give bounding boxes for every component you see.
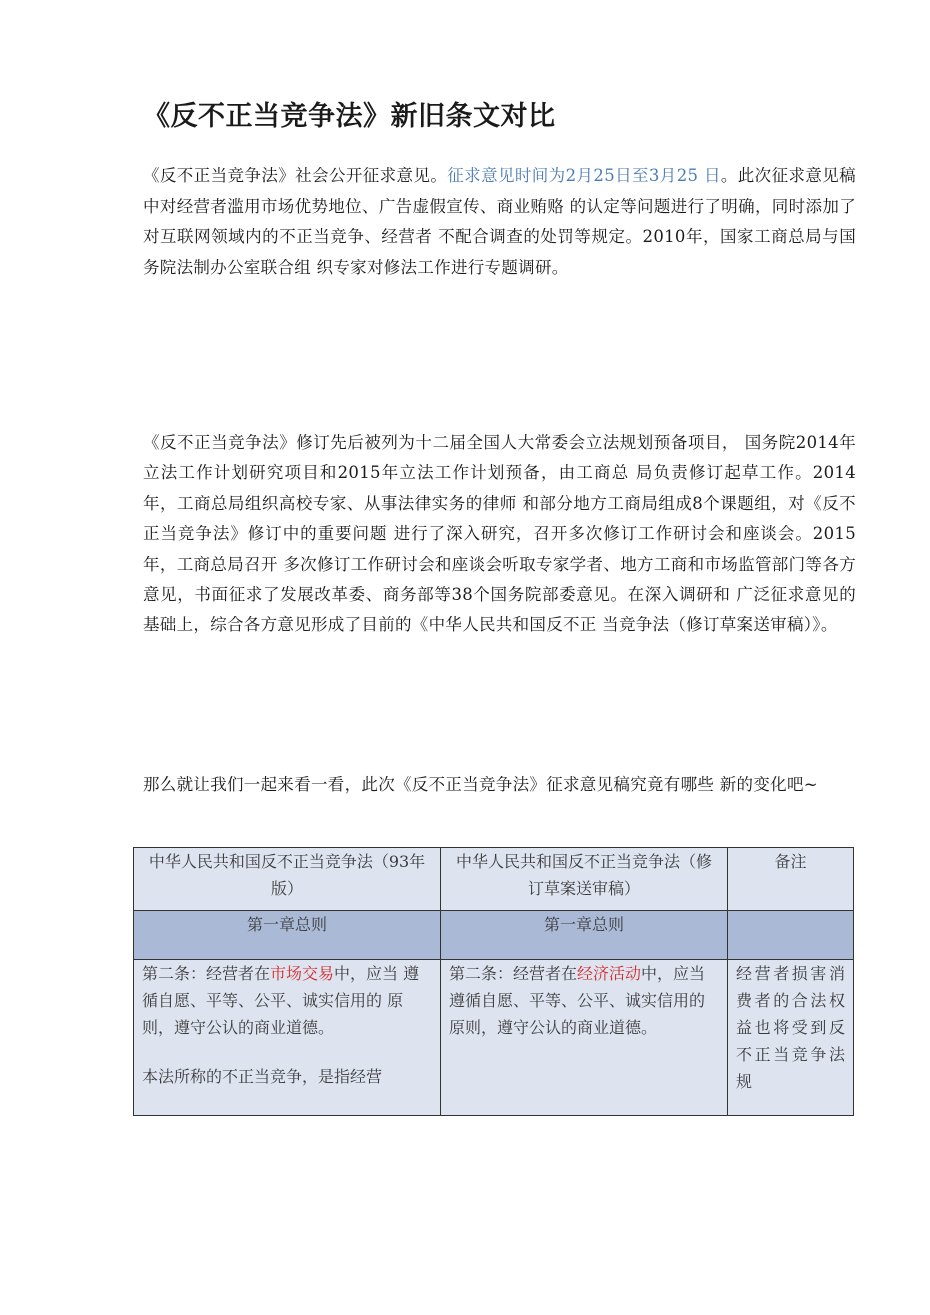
- header-remarks: 备注: [728, 848, 854, 911]
- article2-new: 第二条：经营者在经济活动中，应当遵循自愿、平等、公平、诚实信用的原则，遵守公认的商业道德。: [441, 960, 728, 1116]
- table-header-row: [134, 848, 854, 911]
- highlight-economic-activity: 经济活动: [577, 964, 642, 983]
- page-title: 《反不正当竞争法》新旧条文对比: [143, 101, 556, 132]
- article2-old: [134, 960, 441, 1116]
- comparison-table: [133, 847, 854, 1116]
- chapter-row: [134, 911, 854, 960]
- article2-old-text: 第二条：经营者在市场交易中，应当 遵循自愿、平等、公平、诚实信用的 原则，遵守公认的商业道德。: [142, 964, 420, 1037]
- chapter-remarks: [728, 911, 854, 960]
- comment-period: 征求意见时间为2月25日至3月25 日: [447, 166, 721, 185]
- intro-text-c: 。此次征求意见稿中对经营者滥用市场优势地位、广告虚假宣传、商业贿赂 的认定等问题进行了明确，同时添加了对互联网领域内的不正当竞争、经营者 不配合调查的处罚等规定。2010年，国家工商总局与国务院法制办公室联合组 织专家对修法工作进行专题调研。: [143, 166, 856, 277]
- intro-text-a: 《反不正当竞争法》社会公开征求意见。: [143, 166, 448, 185]
- history-paragraph: 《反不正当竞争法》修订先后被列为十二届全国人大常委会立法规划预备项目， 国务院2014年立法工作计划研究项目和2015年立法工作计划预备，由工商总 局负责修订起草工作。2014年，工商总局组织高校专家、从事法律实务的律师 和部分地方工商局组成8个课题组，对《反不正当竞争法》修订中的重要问题 进行了深入研究，召开多次修订工作研讨会和座谈会。2015年，工商总局召开 多次修订工作研讨会和座谈会听取专家学者、地方工商和市场监管部门等各方 意见，书面征求了发展改革委、商务部等38个国务院部委意见。在深入调研和 广泛征求意见的基础上，综合各方意见形成了目前的《中华人民共和国反不正 当竞争法（修订草案送审稿）》。: [143, 433, 856, 635]
- article2-old-para2: 本法所称的不正当竞争，是指经营: [142, 1067, 383, 1086]
- header-old-law: 中华人民共和国反不正当竞争法（93年版）: [134, 848, 441, 911]
- table-row: [134, 960, 854, 1116]
- lead-in-paragraph: 那么就让我们一起来看一看，此次《反不正当竞争法》征求意见稿究竟有哪些 新的变化吧~: [143, 775, 818, 794]
- article2-remark: 经营者损害消费者的合法权益也将受到反不正当竞争法规: [728, 960, 854, 1116]
- intro-paragraph: [143, 161, 856, 283]
- chapter-new: 第一章总则: [441, 911, 728, 960]
- chapter-old: 第一章总则: [134, 911, 441, 960]
- highlight-market-trade: 市场交易: [270, 964, 335, 983]
- header-new-draft: 中华人民共和国反不正当竞争法（修订草案送审稿）: [441, 848, 728, 911]
